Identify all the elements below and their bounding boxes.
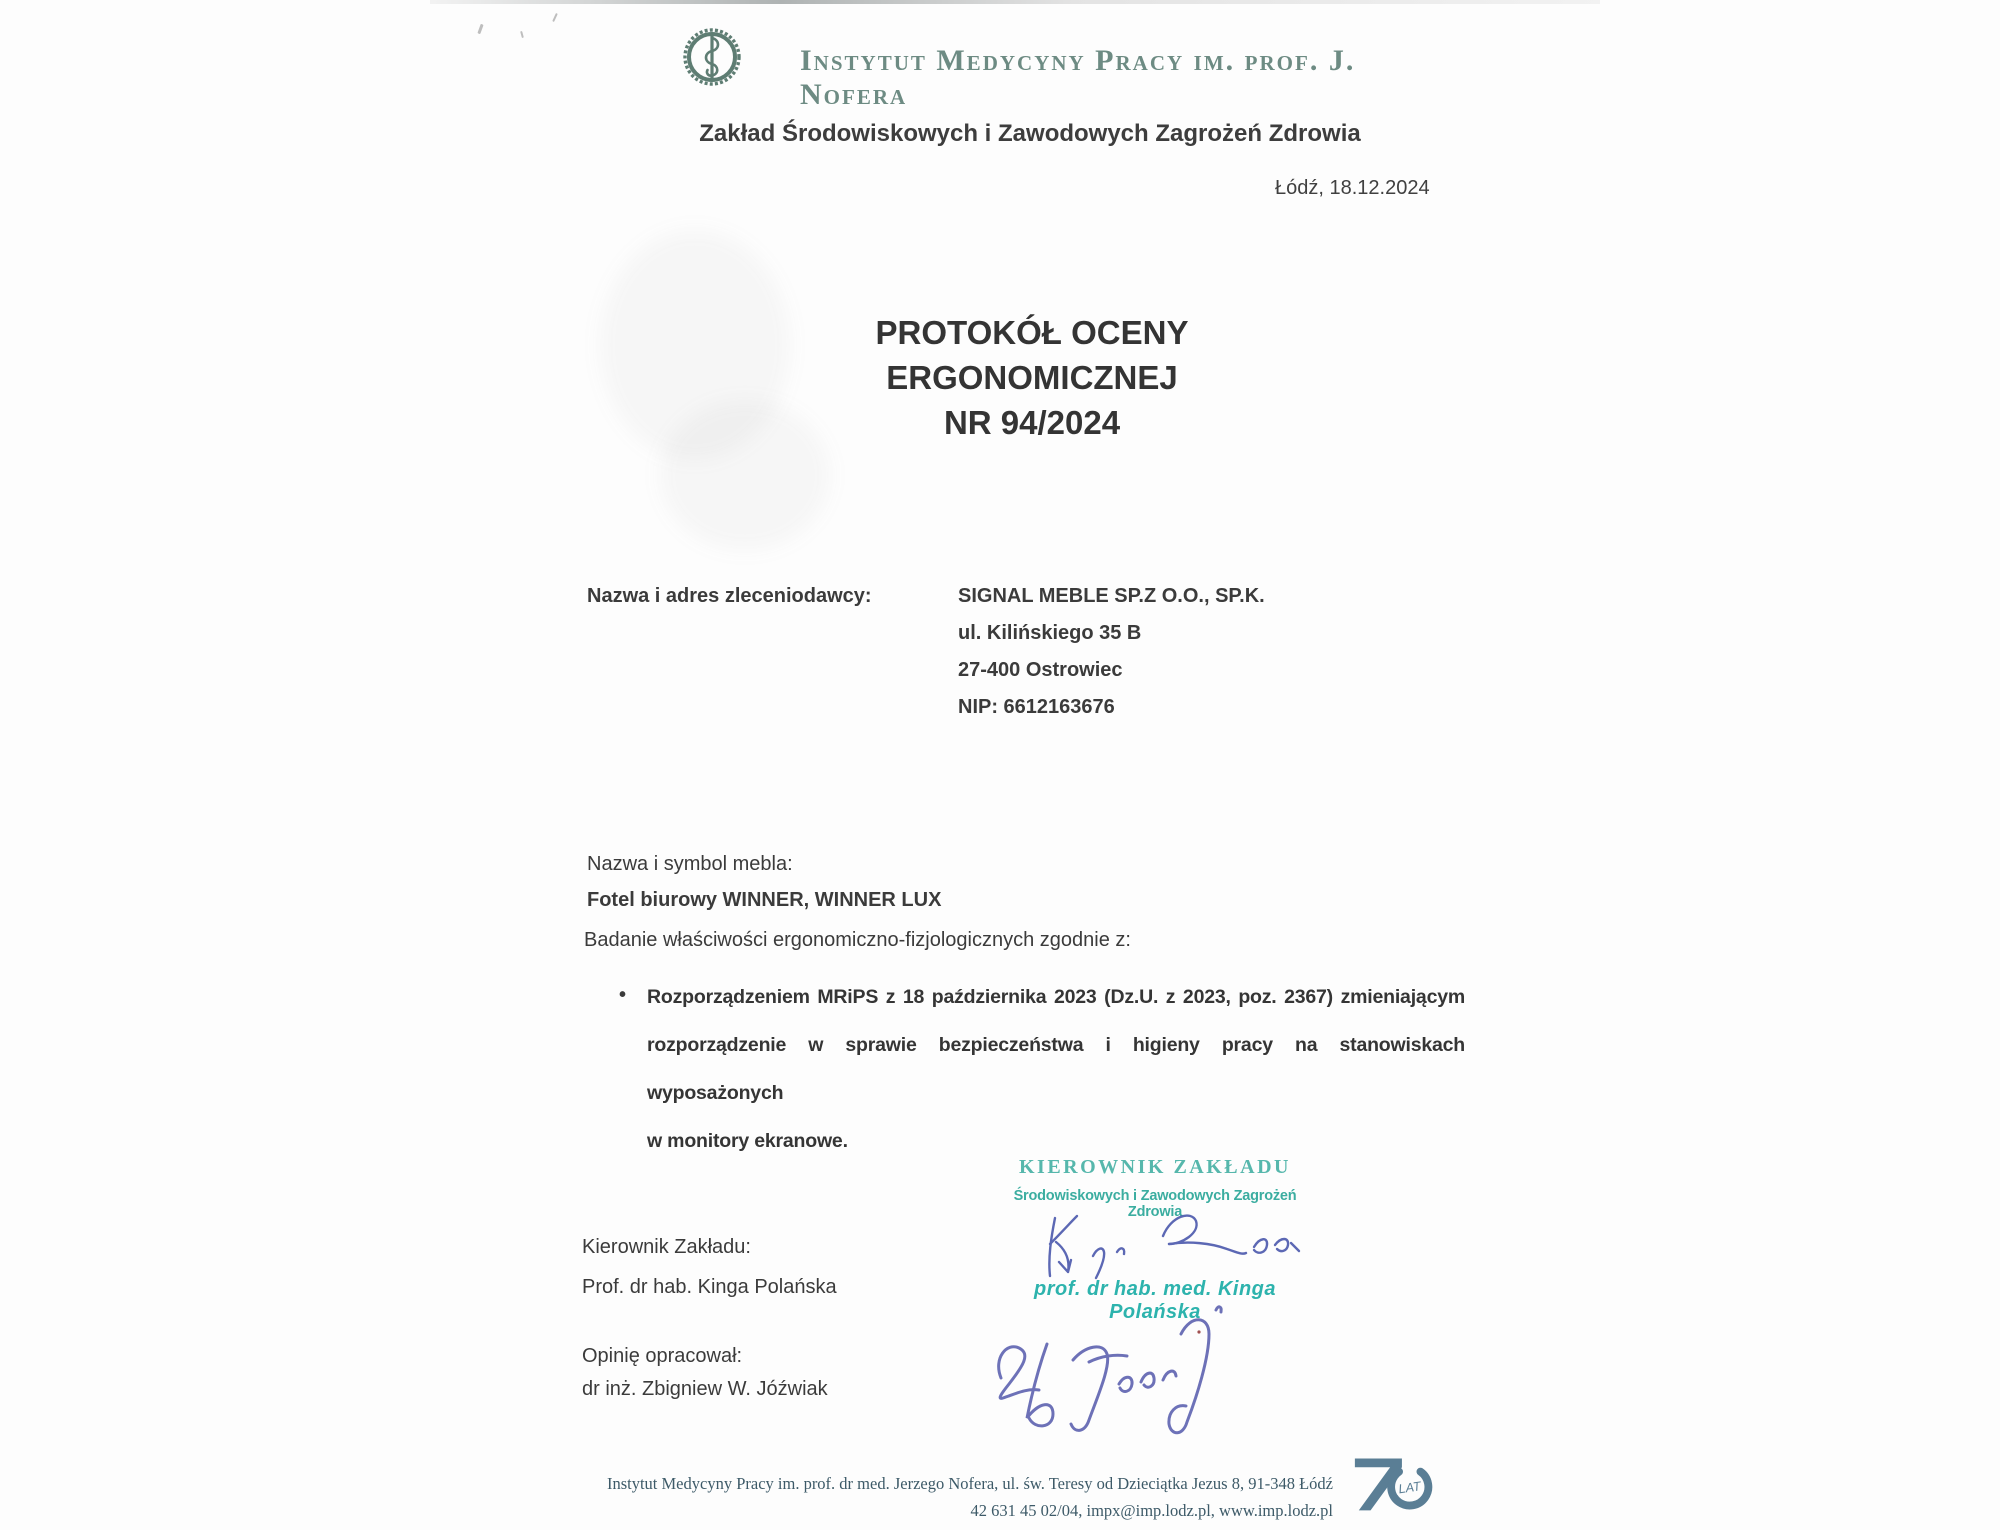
client-street: ul. Kilińskiego 35 B	[958, 622, 1142, 644]
furniture-value: Fotel biurowy WINNER, WINNER LUX	[587, 889, 942, 911]
footer-address: Instytut Medycyny Pracy im. prof. dr med. Jerzego Nofera, ul. św. Teresy od Dzieciątka Jezus 8, 91-348 Łódź	[606, 1474, 1333, 1493]
author-signature-icon	[985, 1300, 1245, 1452]
bullet-line-2: rozporządzenie w sprawie bezpieczeństwa i higieny pracy na stanowiskach wyposażonych	[647, 1034, 1465, 1104]
scan-artifact-speck	[477, 24, 483, 34]
author-name: dr inż. Zbigniew W. Jóźwiak	[582, 1378, 828, 1400]
client-label: Nazwa i adres zleceniodawcy:	[587, 585, 872, 607]
scan-artifact-top-streak	[430, 0, 1600, 4]
scan-artifact-speck	[552, 13, 558, 22]
furniture-label: Nazwa i symbol mebla:	[587, 853, 793, 875]
department-name: Zakład Środowiskowych i Zawodowych Zagrożeń Zdrowia	[699, 120, 1361, 147]
place-and-date: Łódź, 18.12.2024	[1275, 177, 1430, 199]
title-line-1: PROTOKÓŁ OCENY	[875, 314, 1189, 351]
stamp-subtitle: Środowiskowych i Zawodowych Zagrożeń Zdrowia	[1013, 1188, 1297, 1220]
scan-artifact-speck	[520, 31, 524, 38]
furniture-block	[587, 846, 941, 918]
study-intro: Badanie właściwości ergonomiczno-fizjologicznych zgodnie z:	[584, 929, 1131, 951]
bullet-line-3: w monitory ekranowe.	[647, 1130, 848, 1152]
70th-anniversary-logo-icon	[1349, 1449, 1447, 1515]
institute-logo-icon	[681, 21, 743, 93]
head-signature-icon	[1035, 1192, 1303, 1296]
client-address-block	[958, 578, 1265, 726]
footer-phone-email: 42 631 45 02/04, impx@imp.lodz.pl, www.imp.lodz.pl	[970, 1501, 1333, 1520]
stamp-name: prof. dr hab. med. Kinga Polańska	[1033, 1278, 1276, 1323]
stamp-title: KIEROWNIK ZAKŁADU	[1019, 1156, 1291, 1178]
client-name: SIGNAL MEBLE SP.Z O.O., SP.K.	[958, 585, 1265, 607]
client-city: 27-400 Ostrowiec	[958, 659, 1123, 681]
anniversary-word: LAT	[1397, 1478, 1422, 1497]
study-regulation-bullet	[647, 973, 1465, 1165]
head-label: Kierownik Zakładu:	[582, 1236, 751, 1258]
bullet-marker: •	[619, 984, 627, 1006]
client-nip: NIP: 6612163676	[958, 696, 1115, 718]
title-line-2: ERGONOMICZNEJ	[886, 359, 1178, 396]
title-line-3: NR 94/2024	[943, 404, 1121, 441]
author-label: Opinię opracował:	[582, 1345, 743, 1367]
author-signatory-block	[582, 1340, 828, 1406]
footer-contact	[545, 1470, 1333, 1524]
head-name: Prof. dr hab. Kinga Polańska	[582, 1276, 837, 1298]
bullet-line-1: Rozporządzeniem MRiPS z 18 października 2023 (Dz.U. z 2023, poz. 2367) zmieniającym	[647, 986, 1465, 1008]
institute-name: Instytut Medycyny Pracy im. prof. J. Nofera	[800, 44, 1356, 111]
document-title	[532, 310, 1532, 445]
head-signatory-block	[582, 1227, 837, 1307]
